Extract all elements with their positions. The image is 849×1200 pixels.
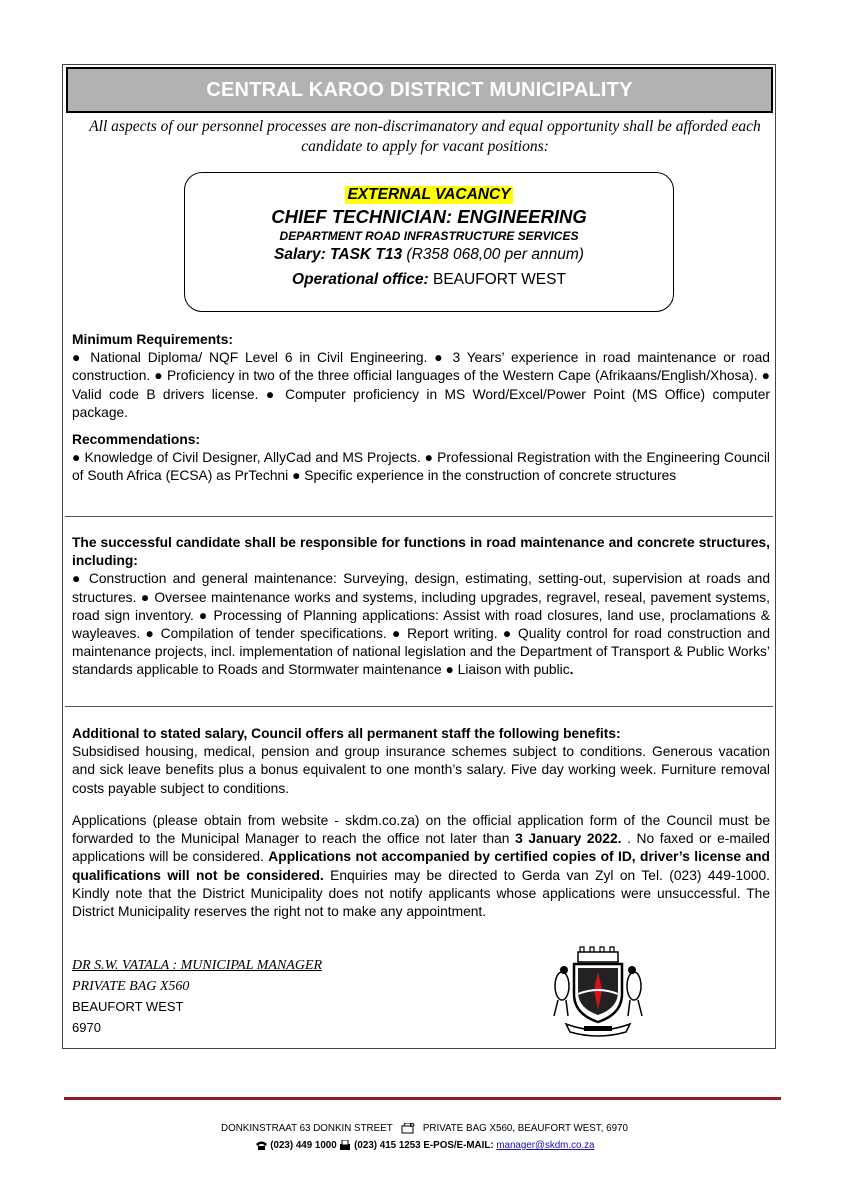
applications-section <box>72 812 770 921</box>
duties-heading: The successful candidate shall be responsible for functions in road maintenance and concrete structures, including: <box>72 535 770 569</box>
fax-icon <box>339 1140 351 1151</box>
footer-street: DONKINSTRAAT 63 DONKIN STREET <box>221 1123 393 1134</box>
applications-intro: Applications (please obtain from website - skdm.co.za) on the official application form of the Council must be forwarded to the Municipal Manager to reach the office not later than <box>72 813 770 847</box>
office-label: Operational office: <box>292 271 429 288</box>
duties-end: . <box>569 662 574 678</box>
recommendations-section <box>72 431 770 486</box>
vacancy-box <box>184 172 674 312</box>
section-divider <box>65 516 773 517</box>
requirements-text: ● National Diploma/ NQF Level 6 in Civil Engineering. ● 3 Years’ experience in road maintenance or road construction. ● Proficiency in two of the three official languages of the Western Cape (Afrikaans/English/Xhosa). ● Valid code B drivers license. ● Computer proficiency in MS Word/Excel/Power Point (MS Office) computer package. <box>72 350 770 420</box>
salary-value: (R358 068,00 per annum) <box>402 246 584 263</box>
duties-section <box>72 534 770 680</box>
closing-date: 3 January 2022. <box>515 831 622 847</box>
intro-statement: All aspects of our personnel processes are non-discrimanatory and equal opportunity shall be afforded each candidate to apply for vacant positions: <box>89 118 761 155</box>
requirements-heading: Minimum Requirements: <box>72 332 233 347</box>
vacancy-department: DEPARTMENT ROAD INFRASTRUCTURE SERVICES <box>279 229 579 243</box>
vacancy-office <box>185 270 673 290</box>
office-value: BEAUFORT WEST <box>428 271 566 288</box>
applications-enquiries: Enquiries may be directed to Gerda van Zyl on Tel. (023) 449-1000. Kindly note that the District Municipality does not notify applicants whose applications were unsuccessful. The District Municipality reserves the right not to make any appointment. <box>72 867 771 920</box>
page-title: CENTRAL KAROO DISTRICT MUNICIPALITY <box>206 78 633 101</box>
signature-block <box>72 956 322 1038</box>
recommendations-heading: Recommendations: <box>72 432 201 447</box>
footer-email-link[interactable]: manager@skdm.co.za <box>496 1140 595 1151</box>
signature-bag: PRIVATE BAG X560 <box>72 978 190 994</box>
signatory-name: DR S.W. VATALA : MUNICIPAL MANAGER <box>72 958 323 973</box>
footer <box>0 1120 849 1154</box>
requirements-section <box>72 331 770 422</box>
benefits-section <box>72 725 770 798</box>
footer-postal: PRIVATE BAG X560, BEAUFORT WEST, 6970 <box>422 1123 628 1134</box>
benefits-text: Subsidised housing, medical, pension and group insurance schemes subject to conditions. Generous vacation and sick leave benefits plus a bonus equivalent to one month’s salary. Five day working week. Furniture removal costs payable subject to conditions. <box>72 744 770 796</box>
footer-email-label: E-POS/E-MAIL: <box>423 1140 494 1151</box>
signature-town: BEAUFORT WEST <box>72 999 184 1014</box>
footer-fax: (023) 415 1253 <box>354 1140 421 1151</box>
duties-body: ● Construction and general maintenance: Surveying, design, estimating, setting-out, supervision at roads and structures. ● Oversee maintenance works and systems, including upgrades, regravel, reseal, pavement systems, road sign inventory. ● Processing of Planning applications: Assist with road closures, land use, proclamations & wayleaves. ● Compilation of tender specifications. ● Report writing. ● Quality control for road construction and maintenance projects, incl. implementation of national legislation and the Department of Transport & Public Works’ standards applicable to Roads and Stormwater maintenance ● Liaison with public <box>72 571 770 678</box>
recommendations-text: ● Knowledge of Civil Designer, AllyCad and MS Projects. ● Professional Registration with the Engineering Council of South Africa (ECSA) as PrTechni ● Specific experience in the construction of concrete structures <box>72 450 770 484</box>
footer-phone: (023) 449 1000 <box>270 1140 337 1151</box>
header-banner <box>66 67 773 113</box>
certified-copies-notice: Applications not accompanied by certified copies of ID, driver’s license and qualifications will not be considered. <box>72 849 770 883</box>
mailbox-icon <box>401 1123 415 1134</box>
salary-label: Salary: TASK T13 <box>274 246 403 263</box>
municipal-crest-logo <box>548 946 648 1038</box>
vacancy-title: CHIEF TECHNICIAN: ENGINEERING <box>271 206 587 227</box>
phone-icon <box>255 1140 268 1151</box>
footer-rule <box>64 1097 781 1100</box>
footer-contact-line <box>0 1137 849 1154</box>
duties-text <box>72 570 770 679</box>
vacancy-tag: EXTERNAL VACANCY <box>347 186 511 203</box>
benefits-heading: Additional to stated salary, Council offers all permanent staff the following benefits: <box>72 726 621 741</box>
signature-postcode: 6970 <box>72 1019 101 1035</box>
section-divider <box>65 706 773 707</box>
applications-note: . No faxed or e-mailed applications will be considered. <box>72 831 770 865</box>
footer-address-line <box>0 1120 849 1137</box>
applications-text <box>72 812 770 921</box>
vacancy-salary <box>185 245 673 265</box>
